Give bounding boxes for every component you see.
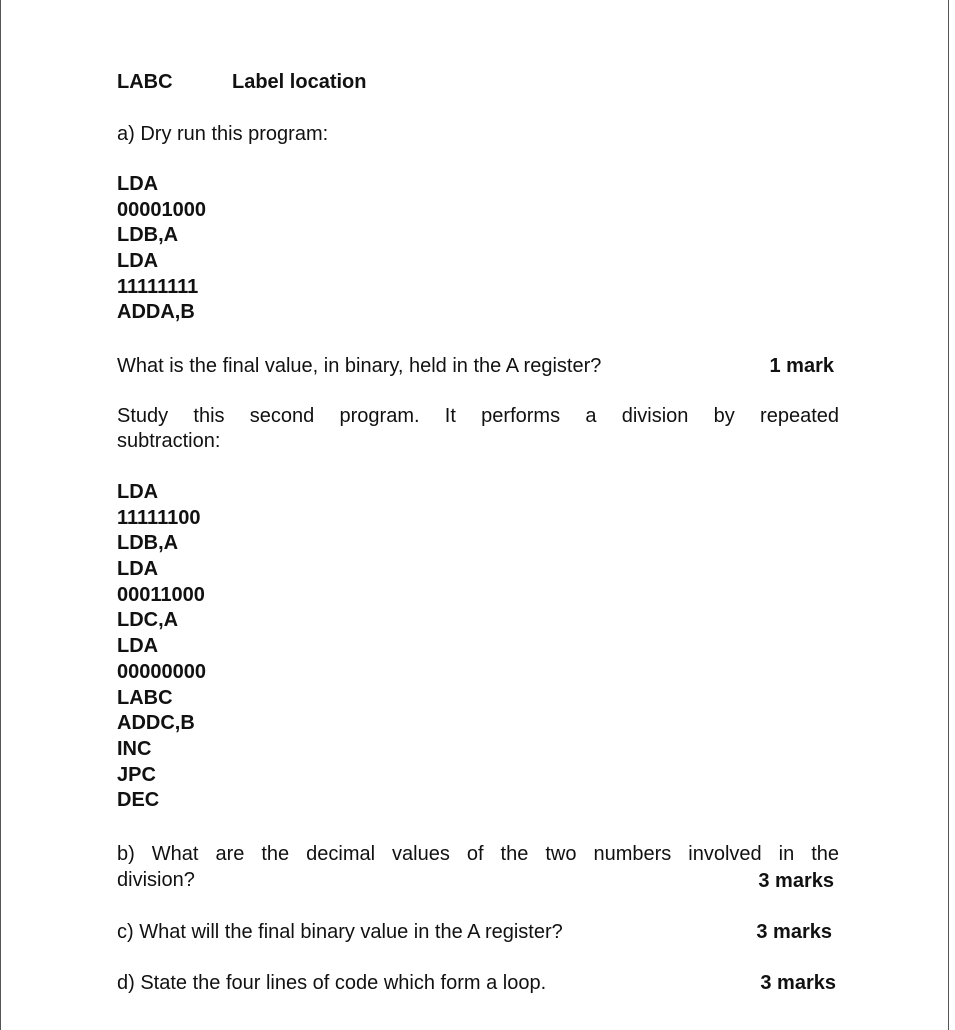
part-a-marks: 1 mark [769,355,834,377]
program-one-code [117,172,206,326]
part-b-marks: 3 marks [758,870,834,892]
code-line: LDB,A [117,532,179,555]
code-line: LDA [117,173,159,195]
part-b-question-cont: division? [117,869,195,891]
code-line: LDB,A [117,224,179,247]
code-line: 11111100 [117,506,201,529]
code-line: 00001000 [117,198,206,221]
part-b-question: b) What are the decimal values of the two numbers involved in the [117,843,839,865]
label-description: Label location [232,71,367,93]
code-line: ADDA,B [117,301,195,324]
code-line: LDA [117,635,159,658]
code-line: 00011000 [117,583,205,606]
code-line: LDA [117,250,159,273]
part-c-marks: 3 marks [756,921,832,943]
part-d-question: d) State the four lines of code which form a loop. [117,972,547,994]
code-line: INC [117,737,152,760]
program-two-code [117,480,206,814]
part-c-question: c) What will the final binary value in the A register? [117,921,563,943]
part-a-prompt: a) Dry run this program: [117,123,329,145]
part-a-question: What is the final value, in binary, held in the A register? [117,355,602,377]
label-term: LABC [117,71,173,93]
code-line: LDA [117,558,159,581]
code-line: 00000000 [117,660,206,683]
code-line: LABC [117,686,173,709]
second-program-intro: Study this second program. It performs a division by repeated [117,405,839,427]
code-line: 11111111 [117,275,199,298]
code-line: JPC [117,763,156,786]
code-line: LDC,A [117,609,179,632]
code-line: LDA [117,481,159,503]
part-d-marks: 3 marks [760,972,836,994]
second-program-intro-cont: subtraction: [117,430,221,452]
code-line: ADDC,B [117,712,195,735]
code-line: DEC [117,789,160,812]
